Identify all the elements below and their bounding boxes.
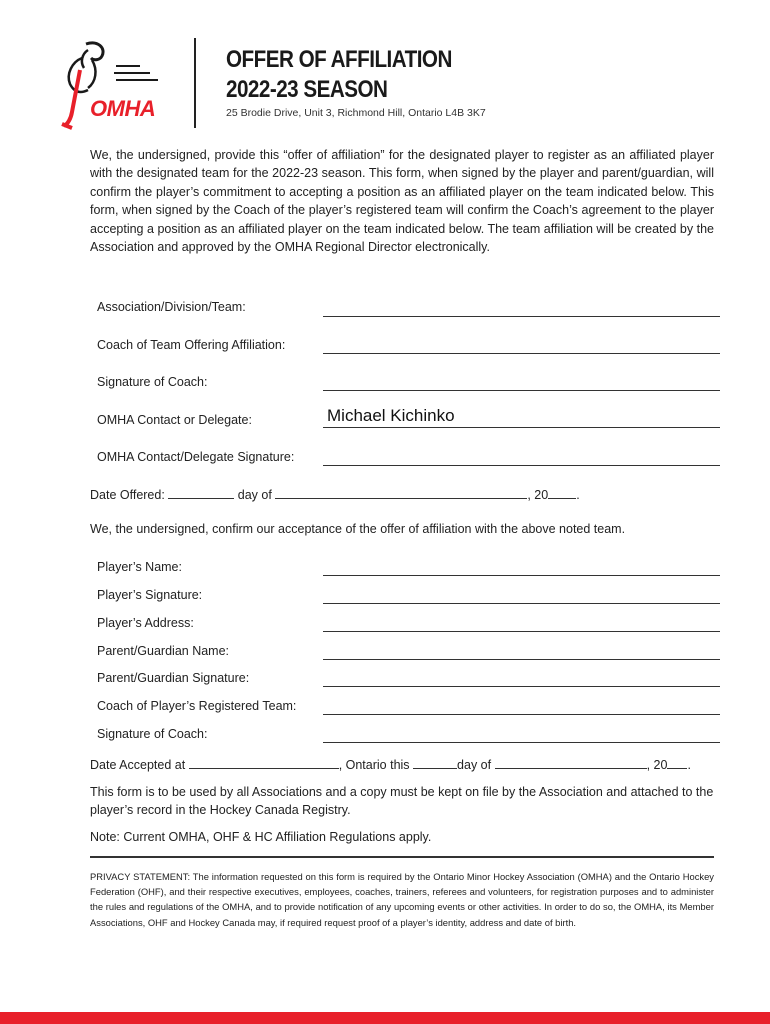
field-label-omha-signature: OMHA Contact/Delegate Signature: bbox=[97, 450, 295, 464]
form-title: OFFER OF AFFILIATION bbox=[226, 46, 452, 73]
omha-logo bbox=[58, 40, 170, 132]
coach-offering-field[interactable] bbox=[323, 353, 720, 354]
date-accepted-location-field[interactable] bbox=[189, 756, 339, 769]
date-accepted-month-field[interactable] bbox=[495, 756, 647, 769]
date-offered-end: . bbox=[576, 488, 580, 502]
date-offered-label: Date Offered: bbox=[90, 488, 165, 502]
date-offered-day-of: day of bbox=[237, 488, 272, 502]
date-offered-month-field[interactable] bbox=[275, 486, 527, 499]
date-accepted-label: Date Accepted at bbox=[90, 758, 186, 772]
registered-coach-field[interactable] bbox=[323, 714, 720, 715]
omha-signature-field[interactable] bbox=[323, 465, 720, 466]
player-address-field[interactable] bbox=[323, 631, 720, 632]
association-address: 25 Brodie Drive, Unit 3, Richmond Hill, Ontario L4B 3K7 bbox=[226, 107, 486, 119]
date-accepted-year-field[interactable] bbox=[667, 756, 687, 769]
date-offered-year-prefix: , 20 bbox=[527, 488, 549, 502]
omha-contact-field[interactable] bbox=[323, 427, 720, 428]
date-offered-year-field[interactable] bbox=[548, 486, 576, 499]
date-offered-day-field[interactable] bbox=[168, 486, 234, 499]
regulations-note: Note: Current OMHA, OHF & HC Affiliation Regulations apply. bbox=[90, 830, 432, 844]
date-accepted-row bbox=[90, 756, 691, 772]
header-divider bbox=[194, 38, 196, 128]
date-accepted-year-prefix: , 20 bbox=[646, 758, 668, 772]
field-label-association: Association/Division/Team: bbox=[97, 300, 246, 314]
guardian-name-field[interactable] bbox=[323, 659, 720, 660]
field-label-player-signature: Player’s Signature: bbox=[97, 588, 203, 602]
field-label-coach-signature: Signature of Coach: bbox=[97, 375, 208, 389]
intro-paragraph: We, the undersigned, provide this “offer of affiliation” for the designated player to register as an affiliated player with the designated team for the 2022-23 season. This form, when signed by the player and parent/guardian, will confirm the player’s commitment to accepting a position as an affiliated player on the team indicated below. This form, when signed by the Coach of the player’s registered team will confirm the Coach’s agreement to the player accepting a position as an affiliated player on the team indicated below. The team affiliation will be created by the Association and approved by the OMHA Regional Director electronically. bbox=[90, 148, 714, 255]
guardian-signature-field[interactable] bbox=[323, 686, 720, 687]
date-accepted-day-of: day of bbox=[457, 758, 492, 772]
field-label-registered-coach-signature: Signature of Coach: bbox=[97, 727, 208, 741]
coach-signature-field[interactable] bbox=[323, 390, 720, 391]
registered-coach-signature-field[interactable] bbox=[323, 742, 720, 743]
footer-brand-bar bbox=[0, 1012, 770, 1024]
field-label-omha-contact: OMHA Contact or Delegate: bbox=[97, 413, 252, 427]
date-accepted-ontario-this: , Ontario this bbox=[338, 758, 410, 772]
player-signature-field[interactable] bbox=[323, 603, 720, 604]
date-accepted-end: . bbox=[687, 758, 691, 772]
field-label-player-name: Player’s Name: bbox=[97, 560, 182, 574]
privacy-divider bbox=[90, 856, 714, 858]
association-division-team-field[interactable] bbox=[323, 316, 720, 317]
form-season: 2022-23 SEASON bbox=[226, 76, 388, 103]
field-label-guardian-signature: Parent/Guardian Signature: bbox=[97, 671, 250, 685]
usage-note: This form is to be used by all Associations and a copy must be kept on file by the Association and attached to the player’s record in the Hockey Canada Registry. bbox=[90, 785, 714, 818]
field-label-player-address: Player’s Address: bbox=[97, 616, 194, 630]
acceptance-statement: We, the undersigned, confirm our acceptance of the offer of affiliation with the above noted team. bbox=[90, 522, 626, 536]
player-name-field[interactable] bbox=[323, 575, 720, 576]
privacy-statement: PRIVACY STATEMENT: The information requested on this form is required by the Ontario Minor Hockey Association (OMHA) and the Ontario Hockey Federation (OHF), and their respective executives, employees, coaches, trainers, referees and volunteers, for registration purposes and to administer the rules and regulations of the OMHA, and to provide notification of any upcoming events or other activities. In order to do so, the OMHA, its Member Associations, OHF and Hockey Canada may, if required request proof of a player’s identity, address and date of birth. bbox=[90, 871, 714, 928]
omha-contact-value: Michael Kichinko bbox=[327, 406, 455, 425]
field-label-coach-offering: Coach of Team Offering Affiliation: bbox=[97, 338, 286, 352]
date-offered-row bbox=[90, 486, 580, 502]
field-label-registered-coach: Coach of Player’s Registered Team: bbox=[97, 699, 297, 713]
date-accepted-day-field[interactable] bbox=[413, 756, 457, 769]
field-label-guardian-name: Parent/Guardian Name: bbox=[97, 644, 230, 658]
logo-wordmark: OMHA bbox=[90, 96, 156, 121]
